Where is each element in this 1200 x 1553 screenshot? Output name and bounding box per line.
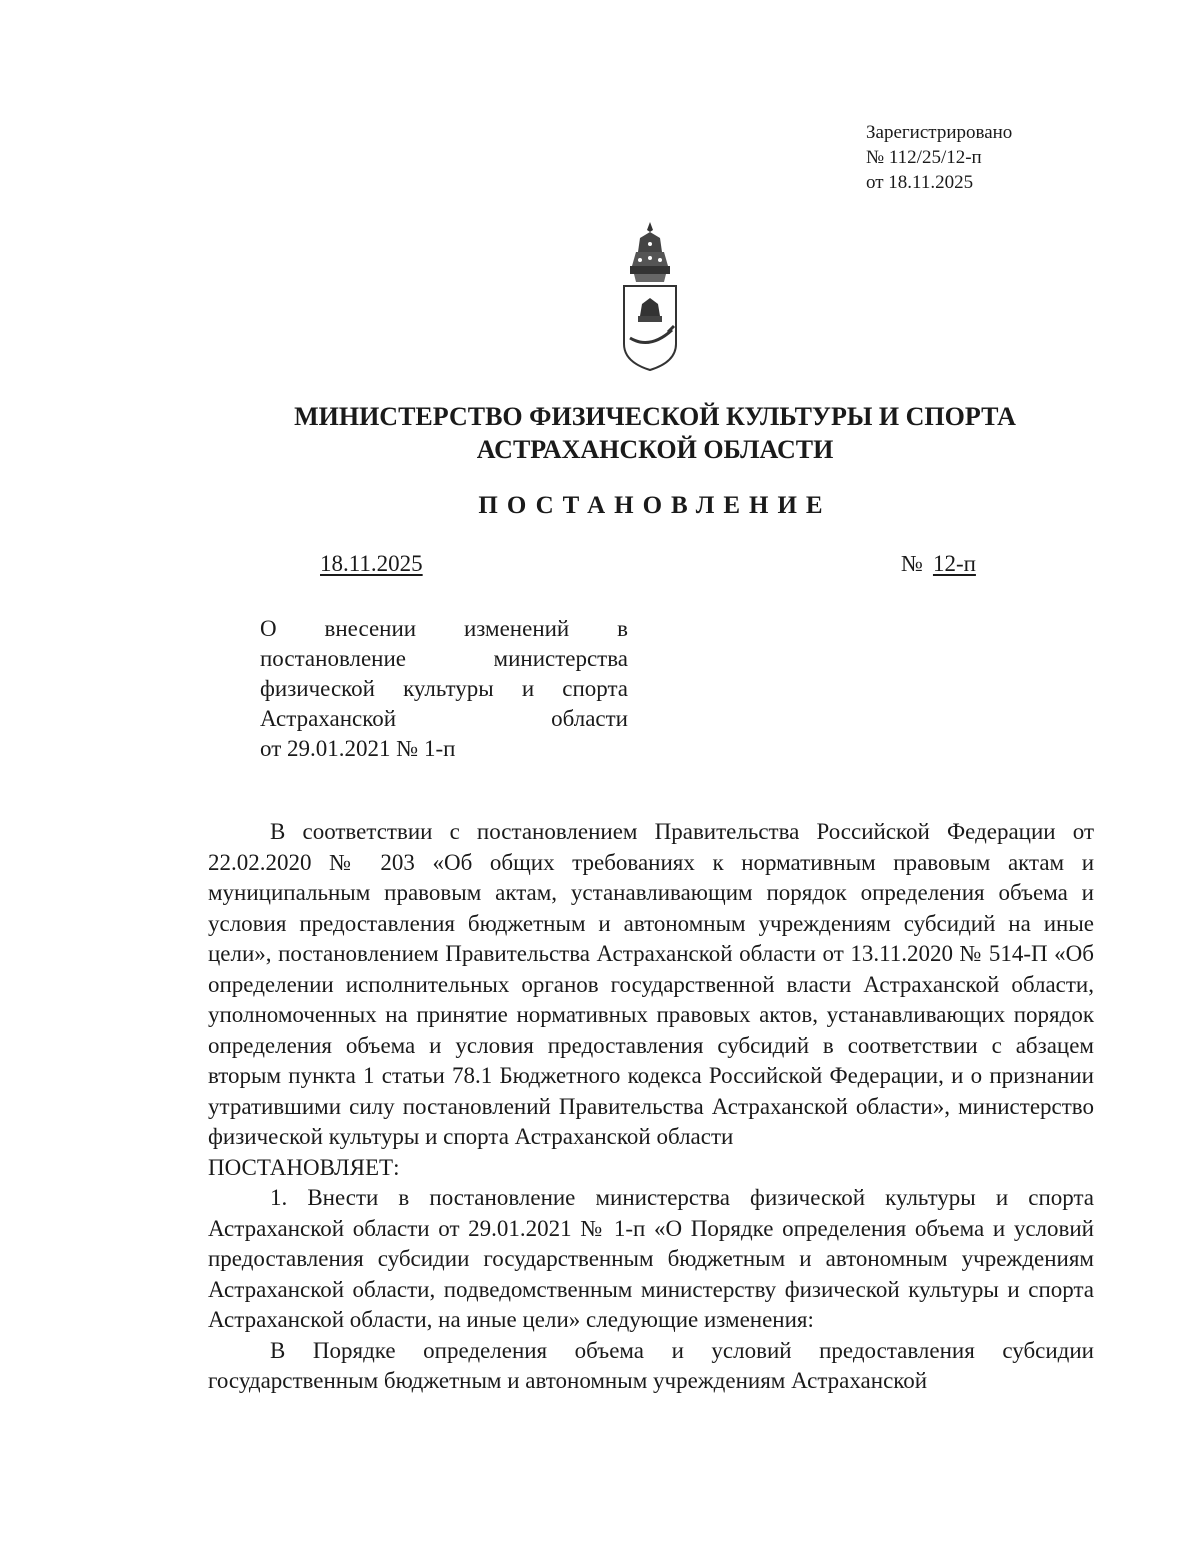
document-date: 18.11.2025 (320, 551, 423, 576)
document-number (901, 551, 976, 577)
subject-line-4: Астраханской области (260, 706, 628, 731)
body-paragraph-2: В Порядке определения объема и условий предоставления субсидии государственным бюджетным и автономным учреждениям Астраханской (208, 1337, 1094, 1393)
subject-line-1: О внесении изменений в (260, 616, 628, 641)
document-body (208, 817, 1094, 1397)
number-value: 12-п (932, 551, 976, 576)
subject-line-5: от 29.01.2021 № 1-п (260, 736, 456, 761)
registration-date: от 18.11.2025 (866, 172, 974, 193)
body-resolve-word: ПОСТАНОВЛЯЕТ: (208, 1154, 400, 1180)
document-subject (260, 614, 628, 764)
subject-line-3: физической культуры и спорта (260, 676, 628, 701)
registration-label: Зарегистрировано (866, 122, 1013, 143)
ministry-name-line-1: МИНИСТЕРСТВО ФИЗИЧЕСКОЙ КУЛЬТУРЫ И СПОРТА (294, 402, 1016, 431)
body-paragraph-preamble: В соответствии с постановлением Правительства Российской Федерации от 22.02.2020 № 203 «Об общих требованиях к нормативным правовым актам и муниципальным правовым актам, устанавливающим порядок определения объема и условия предоставления бюджетным и автономным учреждениям субсидий на иные цели», постановлением Правительства Астраханской области от 13.11.2020 № 514-П «Об определении исполнительных органов государственной власти Астраханской области, уполномоченных на принятие нормативных правовых актов, устанавливающих порядок определения объема и условия предоставления субсидий в соответствии с абзацем вторым пункта 1 статьи 78.1 Бюджетного кодекса Российской Федерации, и о признании утратившими силу постановлений Правительства Астраханской области», министерство физической культуры и спорта Астраханской области (208, 819, 1094, 1149)
ministry-name (150, 400, 1160, 466)
body-paragraph-1: 1. Внести в постановление министерства физической культуры и спорта Астраханской области от 29.01.2021 № 1-п «О Порядке определения объема и условий предоставления субсидии государственным бюджетным и автономным учреждениям Астраханской области, подведомственным министерству физической культуры и спорта Астраханской области, на иные цели» следующие изменения: (208, 1185, 1094, 1332)
number-sign: № (901, 551, 923, 576)
registration-stamp (866, 120, 1012, 195)
subject-line-2: постановление министерства (260, 646, 628, 671)
document-type: ПОСТАНОВЛЕНИЕ (478, 492, 832, 519)
ministry-name-line-2: АСТРАХАНСКОЙ ОБЛАСТИ (476, 435, 834, 464)
registration-number: № 112/25/12-п (866, 147, 982, 168)
astrakhan-coat-of-arms-icon (610, 218, 690, 374)
